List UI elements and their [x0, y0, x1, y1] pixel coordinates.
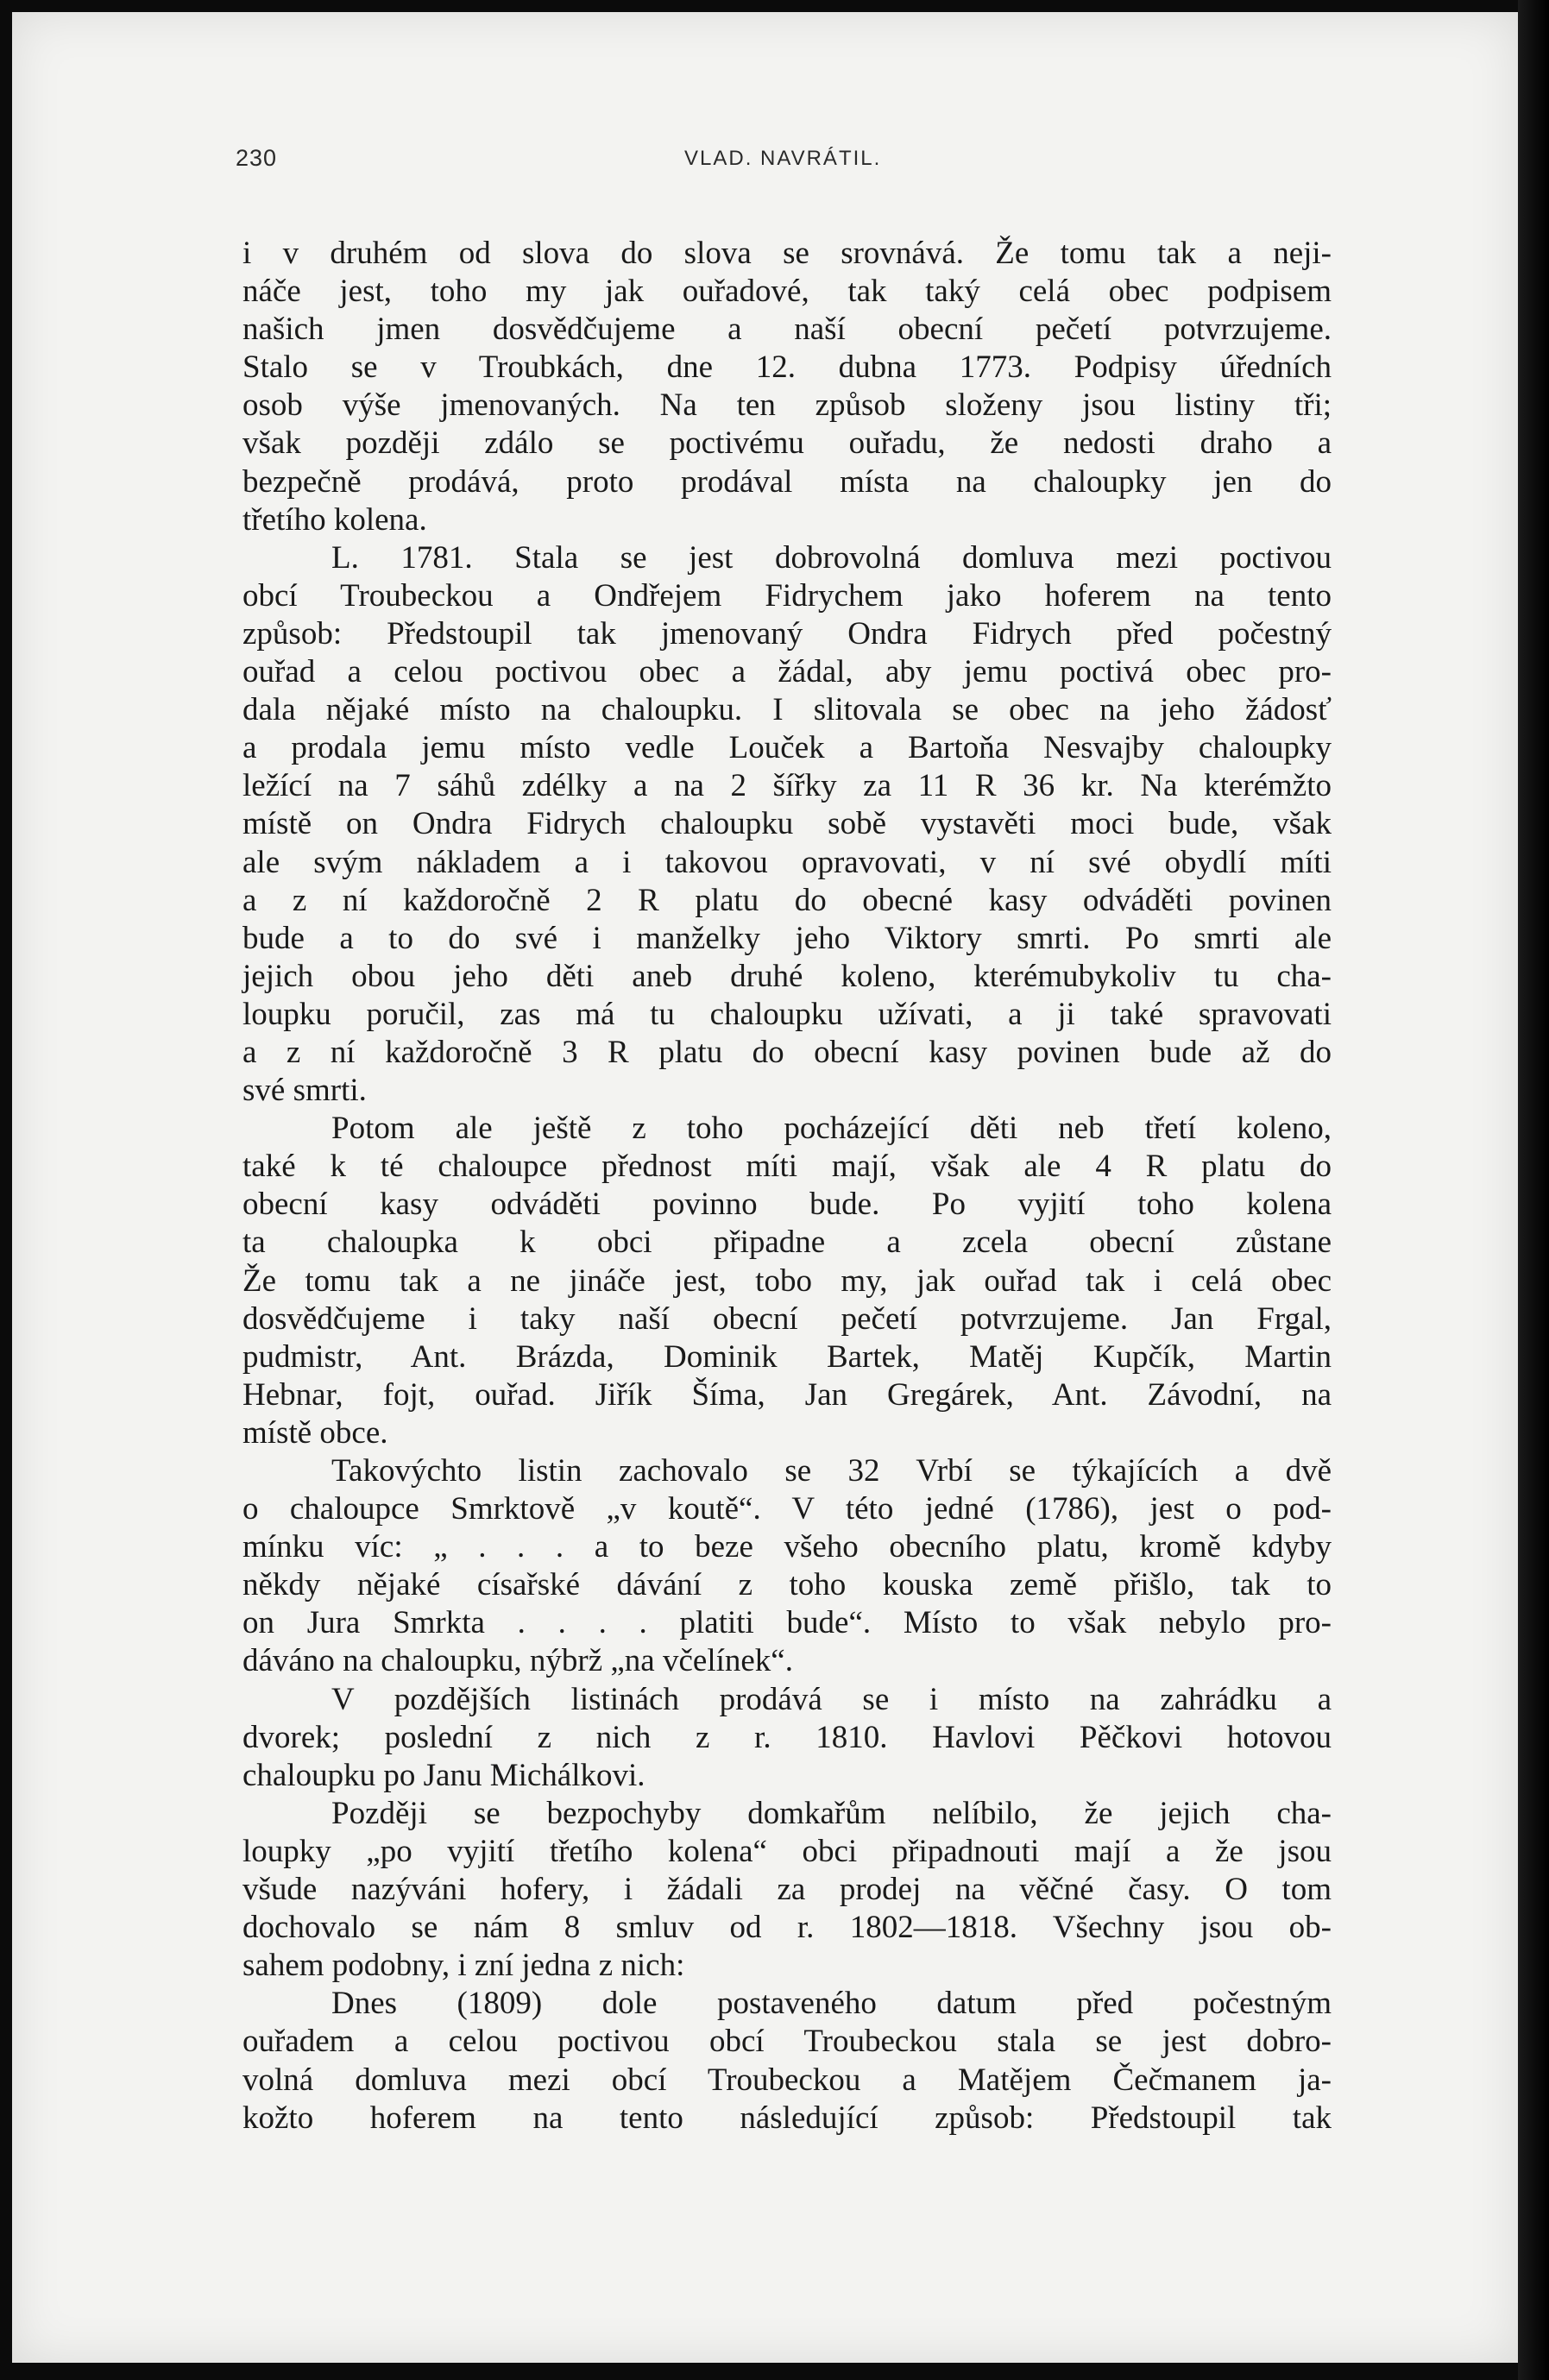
page-header [236, 145, 1332, 188]
text-line: dochovalo se nám 8 smluv od r. 1802—1818. Všechny jsou ob- [242, 1910, 1332, 1946]
text-line: V pozdějších listinách prodává se i místo na zahrádku a [331, 1681, 1332, 1717]
text-line: Dnes (1809) dole postaveného datum před počestným [331, 1986, 1332, 2022]
text-line: ta chaloupka k obci připadne a zcela obecní zůstane [242, 1225, 1332, 1261]
text-line: obecní kasy odváděti povinno bude. Po vyjití toho kolena [242, 1187, 1332, 1223]
text-line: ouřadem a celou poctivou obcí Troubeckou stala se jest dobro- [242, 2024, 1332, 2060]
text-line: všude nazýváni hofery, i žádali za prodej na věčné časy. O tom [242, 1872, 1332, 1908]
text-line: místě obce. [242, 1414, 388, 1451]
text-line: jejich obou jeho děti aneb druhé koleno, kterémubykoliv tu cha- [242, 958, 1332, 994]
text-line: dvorek; poslední z nich z r. 1810. Havlovi Pěčkovi hotovou [242, 1719, 1332, 1755]
text-line: Později se bezpochyby domkařům nelíbilo, že jejich cha- [331, 1795, 1332, 1831]
text-line: pudmistr, Ant. Brázda, Dominik Bartek, Matěj Kupčík, Martin [242, 1338, 1332, 1375]
text-line: Stalo se v Troubkách, dne 12. dubna 1773. Podpisy úředních [242, 349, 1332, 386]
text-line: dala nějaké místo na chaloupku. I slitovala se obec na jeho žádosť [242, 692, 1332, 728]
text-line: obcí Troubeckou a Ondřejem Fidrychem jako hoferem na tento [242, 577, 1332, 614]
running-head: VLAD. NAVRÁTIL. [684, 147, 882, 170]
text-line: volná domluva mezi obcí Troubeckou a Matějem Čečmanem ja- [242, 2062, 1332, 2098]
text-line: Že tomu tak a ne jináče jest, tobo my, jak ouřad tak i celá obec [242, 1262, 1332, 1299]
text-line: bezpečně prodává, proto prodával místa na chaloupky jen do [242, 463, 1332, 500]
text-line: způsob: Předstoupil tak jmenovaný Ondra Fidrych před počestný [242, 615, 1332, 652]
text-line: a prodala jemu místo vedle Louček a Bartoňa Nesvajby chaloupky [242, 730, 1332, 766]
text-line: někdy nějaké císařské dávání z toho kouska země přišlo, tak to [242, 1567, 1332, 1603]
text-line: dosvědčujeme i taky naší obecní pečetí potvrzujeme. Jan Frgal, [242, 1300, 1332, 1337]
text-line: o chaloupce Smrktově „v koutě“. V této jedné (1786), jest o pod- [242, 1491, 1332, 1527]
text-line: třetího kolena. [242, 501, 427, 538]
text-line: loupku poručil, zas má tu chaloupku užívati, a ji také spravovati [242, 996, 1332, 1032]
text-line: ouřad a celou poctivou obec a žádal, aby jemu poctivá obec pro- [242, 654, 1332, 690]
text-line: Potom ale ještě z toho pocházející děti neb třetí koleno, [331, 1111, 1332, 1147]
text-line: bude a to do své i manželky jeho Viktory smrti. Po smrti ale [242, 920, 1332, 956]
text-line: však později zdálo se poctivému ouřadu, že nedosti draho a [242, 425, 1332, 462]
text-line: Hebnar, fojt, ouřad. Jiřík Šíma, Jan Gregárek, Ant. Závodní, na [242, 1376, 1332, 1413]
text-line: dáváno na chaloupku, nýbrž „na včelínek“. [242, 1643, 793, 1679]
text-line: chaloupku po Janu Michálkovi. [242, 1757, 645, 1793]
page-number: 230 [236, 145, 278, 171]
text-line: také k té chaloupce přednost míti mají, však ale 4 R platu do [242, 1149, 1332, 1185]
text-line: místě on Ondra Fidrych chaloupku sobě vystavěti moci bude, však [242, 806, 1332, 842]
text-line: své smrti. [242, 1073, 367, 1109]
text-line: ležící na 7 sáhů zdélky a na 2 šířky za 11 R 36 kr. Na kterémžto [242, 768, 1332, 804]
text-line: L. 1781. Stala se jest dobrovolná domluva mezi poctivou [331, 539, 1332, 576]
text-line: našich jmen dosvědčujeme a naší obecní pečetí potvrzujeme. [242, 312, 1332, 348]
text-line: náče jest, toho my jak ouřadové, tak taký celá obec podpisem [242, 274, 1332, 310]
text-line: kožto hoferem na tento následující způsob: Předstoupil tak [242, 2100, 1332, 2136]
text-line: i v druhém od slova do slova se srovnává. Že tomu tak a neji- [242, 236, 1332, 271]
text-line: a z ní každoročně 3 R platu do obecní kasy povinen bude až do [242, 1034, 1332, 1070]
text-line: ale svým nákladem a i takovou opravovati, v ní své obydlí míti [242, 844, 1332, 880]
text-line: a z ní každoročně 2 R platu do obecné kasy odváděti povinen [242, 882, 1332, 918]
page-edge-shadow [1518, 0, 1549, 2380]
text-line: Takovýchto listin zachovalo se 32 Vrbí se týkajících a dvě [331, 1453, 1332, 1489]
text-line: on Jura Smrkta . . . . platiti bude“. Místo to však nebylo pro- [242, 1605, 1332, 1641]
text-line: osob výše jmenovaných. Na ten způsob složeny jsou listiny tři; [242, 387, 1332, 424]
body-text [242, 235, 1332, 2138]
text-line: mínku víc: „ . . . a to beze všeho obecního platu, kromě kdyby [242, 1529, 1332, 1565]
text-line: loupky „po vyjití třetího kolena“ obci připadnouti mají a že jsou [242, 1833, 1332, 1869]
text-line: sahem podobny, i zní jedna z nich: [242, 1948, 685, 1984]
